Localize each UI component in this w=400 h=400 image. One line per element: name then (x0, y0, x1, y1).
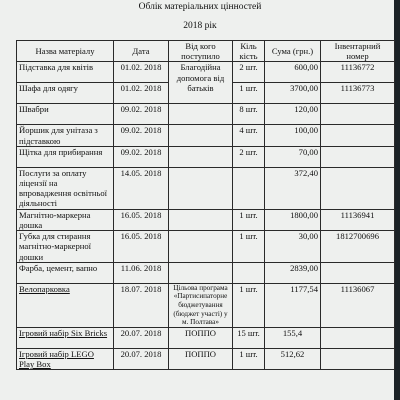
cell-source (169, 146, 233, 167)
cell-source: ПОППО (169, 327, 233, 348)
column-header-sum: Сума (грн.) (265, 41, 321, 62)
cell-date: 11.06. 2018 (114, 262, 169, 283)
cell-inventory (321, 262, 395, 283)
cell-name: Підставка для квітів (17, 62, 114, 83)
cell-source (169, 209, 233, 230)
table-row (17, 327, 395, 348)
materials-table (16, 40, 395, 370)
cell-sum: 1800,00 (265, 209, 321, 230)
cell-inventory (321, 125, 395, 146)
cell-quantity: 15 шт. (233, 327, 265, 348)
column-header-date: Дата (114, 41, 169, 62)
cell-source: ПОППО (169, 348, 233, 369)
cell-sum: 600,00 (265, 62, 321, 83)
cell-sum: 512,62 (265, 348, 321, 369)
cell-date: 20.07. 2018 (114, 348, 169, 369)
table-row (17, 167, 395, 209)
cell-quantity: 1 шт. (233, 83, 265, 104)
cell-sum: 100,00 (265, 125, 321, 146)
cell-inventory: 11136067 (321, 283, 395, 327)
cell-date: 14.05. 2018 (114, 167, 169, 209)
cell-quantity: 1 шт. (233, 283, 265, 327)
cell-name: Швабри (17, 104, 114, 125)
cell-name: Шафа для одягу (17, 83, 114, 104)
cell-inventory (321, 146, 395, 167)
cell-source (169, 262, 233, 283)
cell-date: 01.02. 2018 (114, 83, 169, 104)
table-row (17, 209, 395, 230)
cell-sum: 120,00 (265, 104, 321, 125)
cell-quantity: 2 шт. (233, 62, 265, 83)
cell-name: Велопарковка (17, 283, 114, 327)
cell-sum: 1177,54 (265, 283, 321, 327)
cell-sum: 30,00 (265, 231, 321, 263)
cell-inventory: 1812700696 (321, 231, 395, 263)
cell-inventory (321, 348, 395, 369)
cell-name: Послуги за оплату ліцензії на впровадження освітньої діяльності (17, 167, 114, 209)
cell-date: 09.02. 2018 (114, 146, 169, 167)
cell-date: 18.07. 2018 (114, 283, 169, 327)
cell-inventory (321, 327, 395, 348)
cell-sum: 70,00 (265, 146, 321, 167)
column-header-source: Від кого поступило (169, 41, 233, 62)
cell-date: 16.05. 2018 (114, 209, 169, 230)
cell-inventory (321, 167, 395, 209)
cell-quantity: 1 шт. (233, 209, 265, 230)
cell-inventory: 11136941 (321, 209, 395, 230)
cell-inventory: 11136773 (321, 83, 395, 104)
table-row (17, 231, 395, 263)
cell-date: 20.07. 2018 (114, 327, 169, 348)
cell-quantity: 1 шт. (233, 231, 265, 263)
cell-date: 09.02. 2018 (114, 104, 169, 125)
column-header-quantity: Кіль кість (233, 41, 265, 62)
table-header-row (17, 41, 395, 62)
table-row (17, 62, 395, 83)
cell-quantity (233, 262, 265, 283)
cell-sum: 3700,00 (265, 83, 321, 104)
cell-name: Фарба, цемент, вапно (17, 262, 114, 283)
cell-quantity: 1 шт. (233, 348, 265, 369)
cell-name: Йоршик для унітаза з підставкою (17, 125, 114, 146)
document-year: 2018 рік (183, 21, 217, 31)
cell-date: 09.02. 2018 (114, 125, 169, 146)
table-row (17, 146, 395, 167)
cell-quantity (233, 167, 265, 209)
column-header-name: Назва матеріалу (17, 41, 114, 62)
cell-source (169, 231, 233, 263)
cell-source (169, 125, 233, 146)
cell-source: Цільова програма «Партисипаторне бюджетування (бюджет участі) у м. Полтава» (169, 283, 233, 327)
cell-sum: 155,4 (265, 327, 321, 348)
table-row (17, 125, 395, 146)
cell-name: Ігровий набір Six Bricks (17, 327, 114, 348)
cell-sum: 372,40 (265, 167, 321, 209)
cell-quantity: 8 шт. (233, 104, 265, 125)
cell-source (169, 167, 233, 209)
cell-inventory: 11136772 (321, 62, 395, 83)
column-header-inventory: Інвентарний номер (321, 41, 395, 62)
table-row (17, 348, 395, 369)
cell-inventory (321, 104, 395, 125)
table-row (17, 283, 395, 327)
cell-date: 16.05. 2018 (114, 231, 169, 263)
cell-quantity: 4 шт. (233, 125, 265, 146)
cell-name: Губка для стирання магнітно-маркерної дошки (17, 231, 114, 263)
cell-quantity: 2 шт. (233, 146, 265, 167)
cell-name: Ігровий набір LEGO Play Box (17, 348, 114, 369)
table-row (17, 104, 395, 125)
cell-name: Магнітно-маркерна дошка (17, 209, 114, 230)
cell-name: Щітка для прибирання (17, 146, 114, 167)
document-title: Облік матеріальних цінностей (138, 2, 262, 12)
cell-source (169, 104, 233, 125)
cell-date: 01.02. 2018 (114, 62, 169, 83)
cell-sum: 2839,00 (265, 262, 321, 283)
cell-source: Благодійна допомога від батьків (169, 62, 233, 104)
table-row (17, 262, 395, 283)
